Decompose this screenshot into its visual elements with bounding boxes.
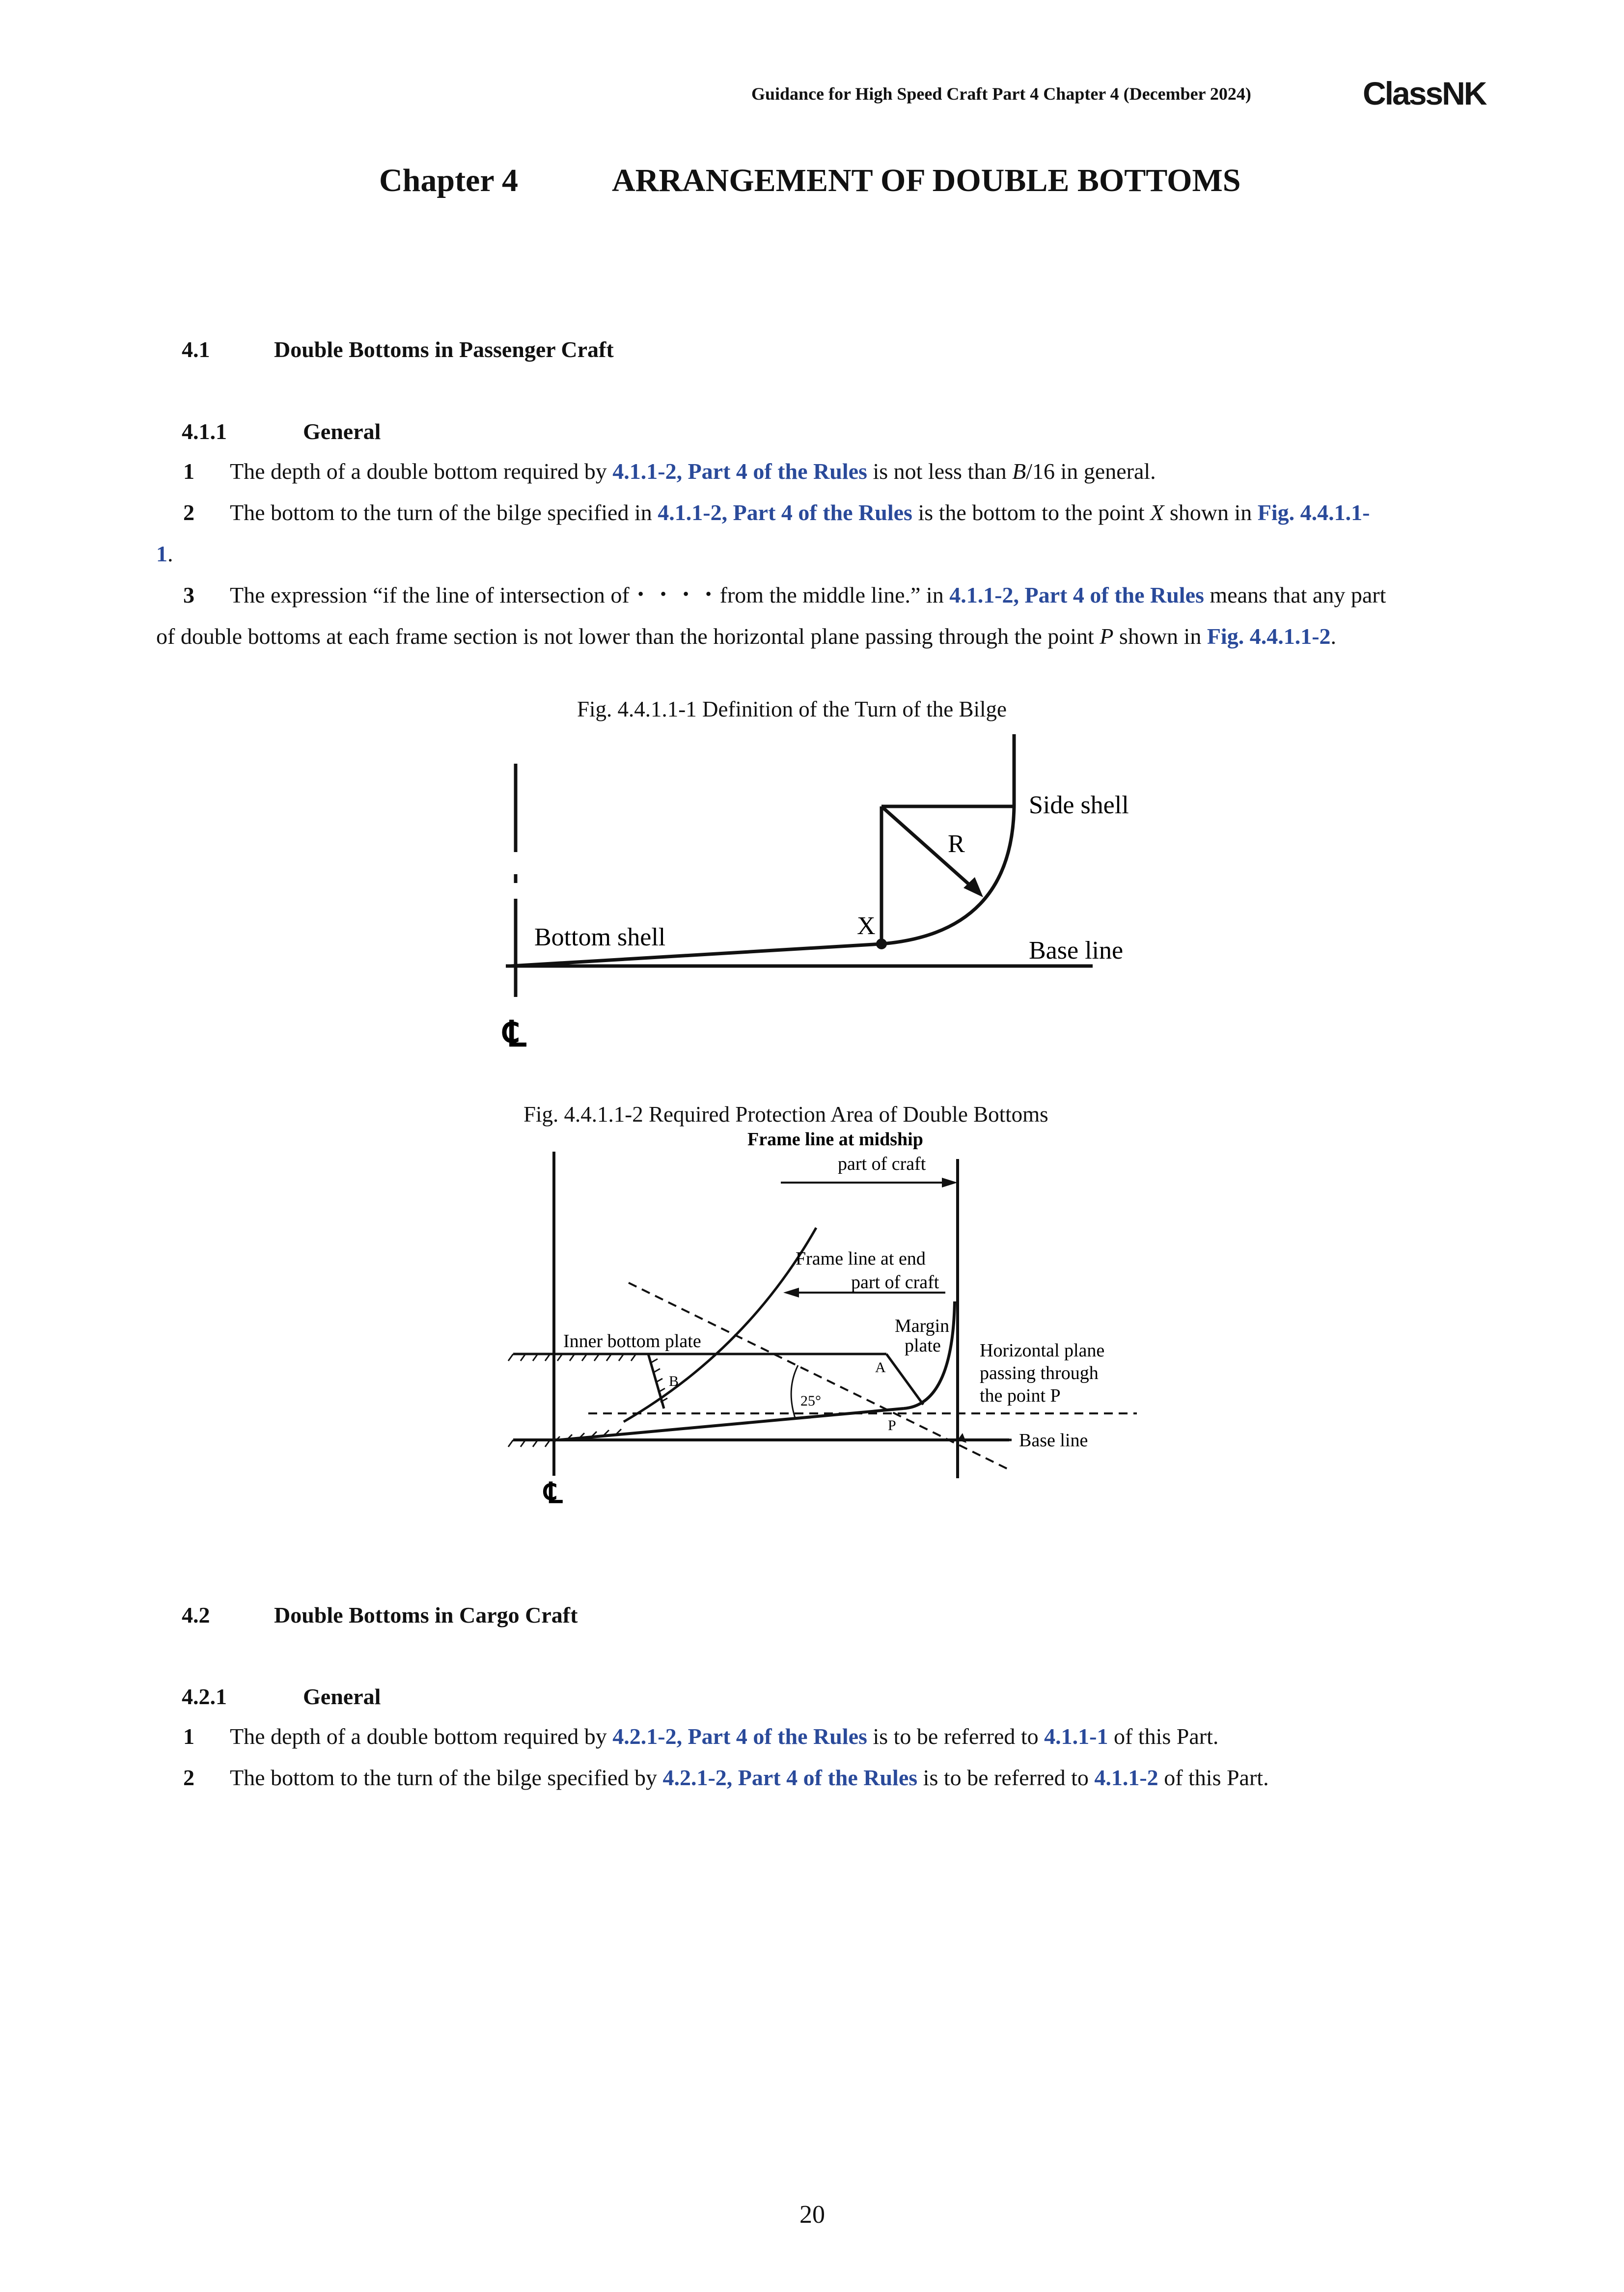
subsection-title: General [303,419,381,444]
text: The bottom to the turn of the bilge specified in [230,500,658,525]
paragraph-3-continuation [156,616,1336,657]
classnk-logo: ClassNK [1363,75,1486,111]
rules-reference-link[interactable]: 4.2.1-2, Part 4 of the Rules [612,1724,867,1749]
radius-arrowhead [963,877,983,897]
paragraph-number: 1 [183,459,194,484]
variable: X [1150,500,1164,525]
paragraph-number: 2 [183,500,194,525]
text: is to be referred to [917,1765,1095,1790]
radius-arrow-line [881,806,971,886]
cross-reference-link[interactable]: 4.1.1-1 [1044,1724,1108,1749]
paragraph-number: 3 [183,582,194,608]
bracket-b-edge [648,1354,664,1408]
subsection-title: General [303,1684,381,1709]
horizontal-plane-label-1: Horizontal plane [980,1340,1105,1361]
rules-reference-link[interactable]: 4.1.1-2, Part 4 of the Rules [949,582,1204,608]
bottom-line [560,1408,904,1440]
paragraph-2-continuation [156,533,173,575]
point-b-label: B [669,1373,679,1389]
angle-arc [791,1365,798,1419]
figure-reference-link[interactable]: Fig. 4.4.1.1-2 [1207,624,1331,649]
subsection-number: 4.1.1 [182,419,227,444]
bracket-hatching [651,1359,667,1402]
text: The expression “if the line of intersection of・・・・from the middle line.” in [230,582,950,608]
bottom-shell-line [511,944,881,966]
text: is the bottom to the point [912,500,1151,525]
text: The bottom to the turn of the bilge specified by [230,1765,663,1790]
paragraph-2 [183,1757,1269,1798]
base-line-marker [958,1433,966,1443]
paragraph-number: 1 [183,1724,194,1749]
side-shell-label: Side shell [1029,791,1129,819]
centerline-symbol: ℄ [503,1015,526,1054]
frame-end-label-1: Frame line at end [796,1248,926,1269]
radius-label: R [948,830,965,858]
section-number: 4.1 [182,337,210,362]
centerline-symbol: ℄ [544,1477,563,1509]
paragraph-2 [183,492,1370,533]
text: of double bottoms at each frame section is not lower than the horizontal plane passing through the point [156,624,1100,649]
figure-reference-link[interactable]: 1 [156,541,167,566]
paragraph-3 [183,575,1386,616]
section-number: 4.2 [182,1602,210,1628]
margin-plate [886,1354,923,1405]
section-title: Double Bottoms in Passenger Craft [274,337,614,362]
frame-end-label-2: part of craft [851,1272,939,1293]
text: is not less than [867,459,1013,484]
horizontal-plane-label-2: passing through [980,1363,1099,1383]
horizontal-plane-label-3: the point P [980,1385,1061,1406]
chapter-title: ARRANGEMENT OF DOUBLE BOTTOMS [612,163,1241,198]
margin-label-1: Margin [895,1316,950,1336]
rules-reference-link[interactable]: 4.1.1-2, Part 4 of the Rules [658,500,912,525]
text: The depth of a double bottom required by [230,459,613,484]
text: The depth of a double bottom required by [230,1724,613,1749]
point-x-label: X [857,912,876,940]
base-line-label: Base line [1019,1430,1088,1451]
frame-mid-label-1: Frame line at midship [747,1129,923,1150]
variable: P [1100,624,1114,649]
running-header: Guidance for High Speed Craft Part 4 Chapter 4 (December 2024) [751,84,1251,104]
base-line-label: Base line [1029,937,1124,965]
section-title: Double Bottoms in Cargo Craft [274,1602,578,1628]
point-x-marker [876,939,887,949]
text: . [167,541,173,566]
figure-2-caption: Fig. 4.4.1.1-2 Required Protection Area of Double Bottoms [523,1102,1048,1127]
subsection-number: 4.2.1 [182,1684,227,1709]
paragraph-1 [183,1716,1218,1757]
bottom-hatching [508,1429,621,1447]
rules-reference-link[interactable]: 4.2.1-2, Part 4 of the Rules [662,1765,918,1790]
chapter-number: Chapter 4 [379,163,518,198]
bilge-curve [904,1301,955,1408]
inner-bottom-hatching [508,1354,636,1361]
figure-reference-link[interactable]: Fig. 4.4.1.1- [1257,500,1370,525]
margin-label-2: plate [905,1335,941,1356]
end-frame-line [624,1228,816,1422]
rules-reference-link[interactable]: 4.1.1-2, Part 4 of the Rules [612,459,867,484]
cross-reference-link[interactable]: 4.1.1-2 [1094,1765,1158,1790]
frame-mid-label-2: part of craft [838,1154,926,1174]
text: is to be referred to [867,1724,1045,1749]
25-degree-line [629,1283,1012,1471]
text: . [1330,624,1337,649]
side-shell-curve [881,734,1014,944]
point-a-label: A [875,1359,886,1376]
figure-1-caption: Fig. 4.4.1.1-1 Definition of the Turn of the Bilge [577,697,1007,721]
text: of this Part. [1108,1724,1219,1749]
point-p-label: P [888,1417,896,1434]
text: shown in [1113,624,1207,649]
page-number: 20 [799,2201,825,2229]
paragraph-1 [183,451,1156,492]
angle-label: 25° [800,1393,821,1409]
paragraph-number: 2 [183,1765,194,1790]
variable: B [1012,459,1026,484]
text: of this Part. [1158,1765,1269,1790]
text: /16 in general. [1026,459,1156,484]
midship-arrowhead [942,1178,958,1187]
bottom-shell-label: Bottom shell [534,923,666,951]
text: shown in [1164,500,1258,525]
end-frame-arrowhead [783,1288,799,1298]
inner-bottom-label: Inner bottom plate [563,1331,701,1352]
text: means that any part [1204,582,1386,608]
